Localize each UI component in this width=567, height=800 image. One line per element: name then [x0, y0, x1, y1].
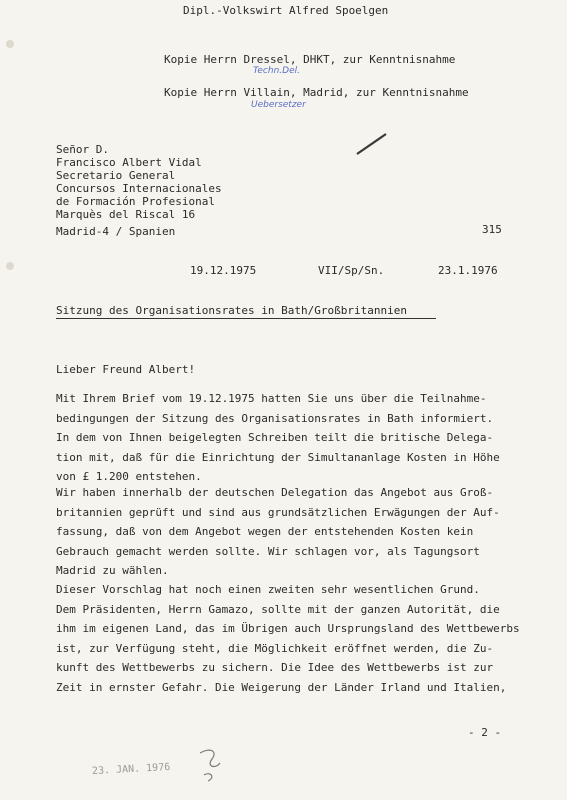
copy-line-2: Kopie Herrn Villain, Madrid, zur Kenntnisnahme [164, 86, 469, 99]
subject-underline [56, 318, 436, 319]
text-line: Mit Ihrem Brief vom 19.12.1975 hatten Sie uns über die Teilnahme- [56, 392, 487, 405]
pen-stroke [352, 130, 392, 160]
salutation: Lieber Freund Albert! [56, 363, 196, 376]
recipient-line: Señor D. [56, 143, 109, 156]
paragraph-1 [56, 389, 526, 487]
file-number: 315 [482, 223, 502, 236]
copy-note-2: Uebersetzer [251, 100, 306, 110]
recipient-line: Francisco Albert Vidal [56, 156, 202, 169]
recipient-line: de Formación Profesional [56, 195, 215, 208]
your-letter-date: 19.12.1975 [190, 264, 257, 277]
subject-line: Sitzung des Organisationsrates in Bath/Großbritannien [56, 304, 407, 317]
text-line: tion mit, daß für die Einrichtung der Simultananlage Kosten in Höhe [56, 450, 500, 464]
paragraph-2 [56, 483, 526, 581]
text-line: Madrid zu wählen. [56, 564, 169, 577]
punch-hole-middle [6, 262, 14, 270]
received-stamp: 23. JAN. 1976 [91, 761, 171, 778]
text-line: ist, zur Verfügung steht, die Möglichkeit eröffnet werden, die Zu- [56, 641, 494, 655]
text-line: Gebrauch gemacht werden sollte. Wir schlagen vor, als Tagungsort [56, 544, 480, 558]
handwritten-initials [196, 745, 226, 785]
reference-code: VII/Sp/Sn. [318, 264, 385, 277]
text-line: Zeit in ernster Gefahr. Die Weigerung der Länder Irland und Italien, [56, 680, 507, 694]
page-marker: - 2 - [468, 726, 502, 739]
text-line: Dieser Vorschlag hat noch einen zweiten sehr wesentlichen Grund. [56, 583, 480, 596]
copy-line-1: Kopie Herrn Dressel, DHKT, zur Kenntnisnahme [164, 53, 456, 66]
text-line: ihm im eigenen Land, das im Übrigen auch Ursprungsland des Wettbewerbs [56, 622, 520, 635]
recipient-line: Secretario General [56, 169, 176, 182]
recipient-line: Concursos Internacionales [56, 182, 222, 195]
paragraph-3 [56, 580, 526, 697]
text-line: Wir haben innerhalb der deutschen Delegation das Angebot aus Groß- [56, 486, 494, 499]
letterhead: Dipl.-Volkswirt Alfred Spoelgen [183, 4, 389, 17]
letter-date: 23.1.1976 [438, 264, 498, 277]
text-line: britannien geprüft und sind aus grundsätzlichen Erwägungen der Auf- [56, 505, 500, 519]
text-line: kunft des Wettbewerbs zu sichern. Die Idee des Wettbewerbs ist zur [56, 661, 494, 674]
text-line: bedingungen der Sitzung des Organisationsrates in Bath informiert. [56, 411, 494, 425]
text-line: von £ 1.200 entstehen. [56, 470, 202, 483]
copy-note-1: Techn.Del. [253, 66, 300, 76]
recipient-line: Marquès del Riscal 16 [56, 208, 196, 221]
text-line: fassung, daß von dem Angebot wegen der entstehenden Kosten kein [56, 525, 474, 538]
punch-hole-top [6, 40, 14, 48]
text-line: Dem Präsidenten, Herrn Gamazo, sollte mit der ganzen Autorität, die [56, 602, 500, 616]
recipient-city: Madrid-4 / Spanien [56, 225, 176, 238]
text-line: In dem von Ihnen beigelegten Schreiben teilt die britische Delega- [56, 431, 494, 444]
